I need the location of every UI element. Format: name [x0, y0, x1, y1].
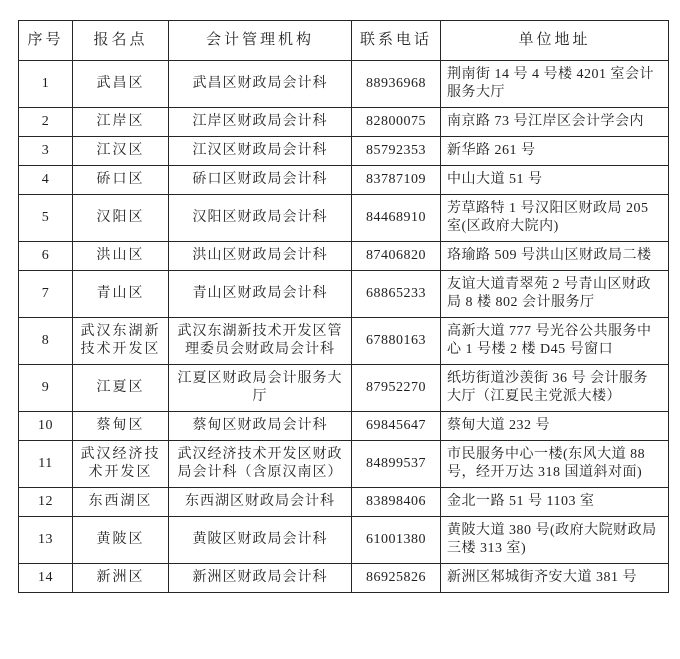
column-header-site: 报名点 [73, 21, 169, 61]
cell-address: 金北一路 51 号 1103 室 [441, 488, 669, 517]
cell-org: 江汉区财政局会计科 [169, 137, 352, 166]
registration-points-table [18, 20, 669, 593]
cell-address: 中山大道 51 号 [441, 166, 669, 195]
cell-phone: 61001380 [352, 517, 441, 564]
cell-phone: 84468910 [352, 195, 441, 242]
cell-no: 6 [19, 242, 73, 271]
table-row [19, 517, 669, 564]
cell-site: 江汉区 [73, 137, 169, 166]
column-header-no: 序号 [19, 21, 73, 61]
cell-address: 黄陂大道 380 号(政府大院财政局三楼 313 室) [441, 517, 669, 564]
cell-phone: 87406820 [352, 242, 441, 271]
cell-phone: 88936968 [352, 61, 441, 108]
column-header-org: 会计管理机构 [169, 21, 352, 61]
cell-org: 武昌区财政局会计科 [169, 61, 352, 108]
cell-address: 荆南街 14 号 4 号楼 4201 室会计服务大厅 [441, 61, 669, 108]
cell-phone: 85792353 [352, 137, 441, 166]
cell-no: 3 [19, 137, 73, 166]
table-row [19, 195, 669, 242]
cell-org: 蔡甸区财政局会计科 [169, 412, 352, 441]
cell-org: 黄陂区财政局会计科 [169, 517, 352, 564]
cell-address: 纸坊街道沙羡街 36 号 会计服务大厅（江夏民主党派大楼） [441, 365, 669, 412]
cell-address: 蔡甸大道 232 号 [441, 412, 669, 441]
column-header-phone: 联系电话 [352, 21, 441, 61]
cell-org: 江岸区财政局会计科 [169, 108, 352, 137]
cell-org: 武汉经济技术开发区财政局会计科（含原汉南区） [169, 441, 352, 488]
table-row [19, 271, 669, 318]
cell-site: 汉阳区 [73, 195, 169, 242]
cell-no: 4 [19, 166, 73, 195]
cell-site: 青山区 [73, 271, 169, 318]
cell-address: 友谊大道青翠苑 2 号青山区财政局 8 楼 802 会计服务厅 [441, 271, 669, 318]
cell-org: 青山区财政局会计科 [169, 271, 352, 318]
cell-org: 江夏区财政局会计服务大厅 [169, 365, 352, 412]
table-row [19, 318, 669, 365]
cell-org: 硚口区财政局会计科 [169, 166, 352, 195]
cell-org: 汉阳区财政局会计科 [169, 195, 352, 242]
table-body [19, 61, 669, 593]
table-row [19, 412, 669, 441]
cell-address: 南京路 73 号江岸区会计学会内 [441, 108, 669, 137]
cell-site: 硚口区 [73, 166, 169, 195]
cell-phone: 68865233 [352, 271, 441, 318]
cell-org: 洪山区财政局会计科 [169, 242, 352, 271]
cell-phone: 67880163 [352, 318, 441, 365]
cell-site: 蔡甸区 [73, 412, 169, 441]
cell-site: 黄陂区 [73, 517, 169, 564]
cell-phone: 86925826 [352, 564, 441, 593]
table-row [19, 564, 669, 593]
cell-phone: 83898406 [352, 488, 441, 517]
cell-org: 新洲区财政局会计科 [169, 564, 352, 593]
cell-phone: 69845647 [352, 412, 441, 441]
cell-phone: 87952270 [352, 365, 441, 412]
cell-no: 8 [19, 318, 73, 365]
cell-no: 5 [19, 195, 73, 242]
cell-no: 12 [19, 488, 73, 517]
cell-site: 江岸区 [73, 108, 169, 137]
cell-no: 11 [19, 441, 73, 488]
table-row [19, 441, 669, 488]
column-header-address: 单位地址 [441, 21, 669, 61]
cell-site: 武昌区 [73, 61, 169, 108]
table-row [19, 166, 669, 195]
cell-no: 13 [19, 517, 73, 564]
cell-address: 新洲区邾城街齐安大道 381 号 [441, 564, 669, 593]
table-row [19, 108, 669, 137]
cell-no: 2 [19, 108, 73, 137]
table-row [19, 61, 669, 108]
cell-site: 江夏区 [73, 365, 169, 412]
cell-site: 武汉东湖新技术开发区 [73, 318, 169, 365]
cell-site: 新洲区 [73, 564, 169, 593]
table-row [19, 488, 669, 517]
header-row [19, 21, 669, 61]
cell-org: 武汉东湖新技术开发区管理委员会财政局会计科 [169, 318, 352, 365]
cell-no: 7 [19, 271, 73, 318]
cell-phone: 84899537 [352, 441, 441, 488]
cell-phone: 83787109 [352, 166, 441, 195]
cell-site: 武汉经济技术开发区 [73, 441, 169, 488]
cell-address: 高新大道 777 号光谷公共服务中心 1 号楼 2 楼 D45 号窗口 [441, 318, 669, 365]
cell-no: 1 [19, 61, 73, 108]
cell-address: 新华路 261 号 [441, 137, 669, 166]
cell-phone: 82800075 [352, 108, 441, 137]
cell-site: 东西湖区 [73, 488, 169, 517]
cell-no: 14 [19, 564, 73, 593]
cell-address: 珞瑜路 509 号洪山区财政局二楼 [441, 242, 669, 271]
table-row [19, 137, 669, 166]
cell-org: 东西湖区财政局会计科 [169, 488, 352, 517]
table-row [19, 242, 669, 271]
cell-address: 芳草路特 1 号汉阳区财政局 205 室(区政府大院内) [441, 195, 669, 242]
table-row [19, 365, 669, 412]
cell-site: 洪山区 [73, 242, 169, 271]
cell-no: 10 [19, 412, 73, 441]
cell-no: 9 [19, 365, 73, 412]
cell-address: 市民服务中心一楼(东风大道 88 号，经开万达 318 国道斜对面) [441, 441, 669, 488]
